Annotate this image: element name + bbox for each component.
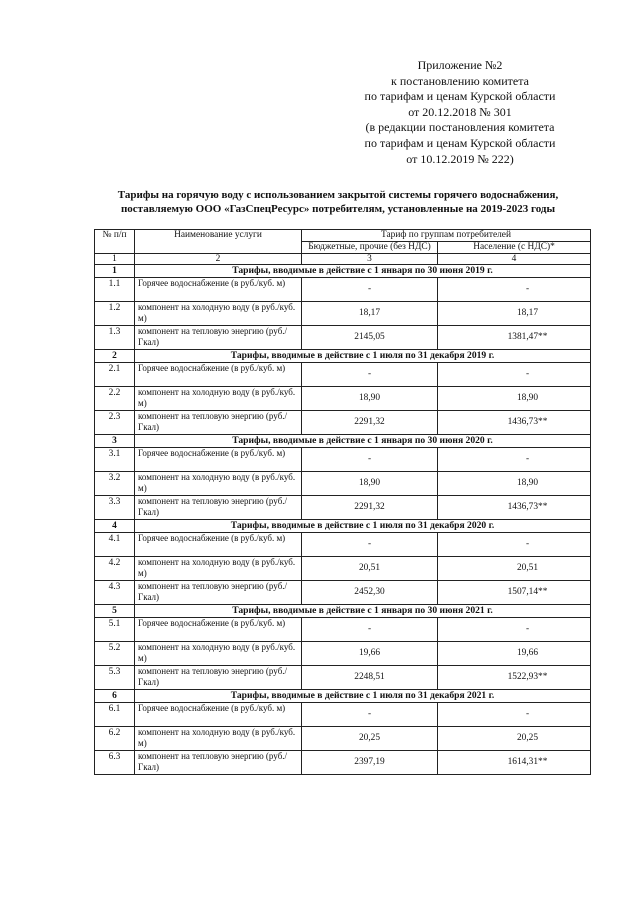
table-row — [95, 387, 591, 411]
table-row — [95, 411, 591, 435]
row-budget-value: 2452,30 — [302, 581, 438, 605]
row-population-value: 18,90 — [438, 387, 591, 411]
table-header-row — [95, 230, 591, 242]
row-population-value: - — [438, 278, 591, 302]
row-budget-value: 18,90 — [302, 472, 438, 496]
row-population-value: 1436,73** — [438, 496, 591, 520]
appendix-note — [350, 58, 570, 167]
section-num: 1 — [95, 265, 135, 278]
row-service-name: компонент на холодную воду (в руб./куб. м) — [135, 302, 302, 326]
title-line-1: Тарифы на горячую воду с использованием закрытой системы горячего водоснабжения, — [117, 189, 559, 201]
appendix-line: от 10.12.2019 № 222) — [406, 151, 514, 166]
row-budget-value: - — [302, 363, 438, 387]
table-row — [95, 278, 591, 302]
row-budget-value: 20,25 — [302, 727, 438, 751]
appendix-line: к постановлению комитета — [391, 73, 529, 88]
row-budget-value: - — [302, 618, 438, 642]
row-population-value: 1507,14** — [438, 581, 591, 605]
row-budget-value: 18,17 — [302, 302, 438, 326]
row-service-name: компонент на холодную воду (в руб./куб. м) — [135, 642, 302, 666]
row-num: 6.2 — [95, 727, 135, 751]
row-num: 4.2 — [95, 557, 135, 581]
row-service-name: Горячее водоснабжение (в руб./куб. м) — [135, 533, 302, 557]
row-budget-value: - — [302, 278, 438, 302]
section-num: 6 — [95, 690, 135, 703]
row-population-value: 1381,47** — [438, 326, 591, 350]
table-row — [95, 581, 591, 605]
row-num: 5.2 — [95, 642, 135, 666]
row-budget-value: 2291,32 — [302, 496, 438, 520]
row-service-name: компонент на холодную воду (в руб./куб. м) — [135, 727, 302, 751]
section-row — [95, 605, 591, 618]
index-cell: 1 — [95, 254, 135, 265]
row-service-name: компонент на тепловую энергию (руб./Гкал) — [135, 751, 302, 775]
section-num: 3 — [95, 435, 135, 448]
row-service-name: компонент на тепловую энергию (руб./Гкал) — [135, 496, 302, 520]
section-period: Тарифы, вводимые в действие с 1 июля по 31 декабря 2021 г. — [135, 690, 591, 703]
section-period: Тарифы, вводимые в действие с 1 января по 30 июня 2021 г. — [135, 605, 591, 618]
header-service: Наименование услуги — [135, 230, 302, 254]
row-population-value: 1522,93** — [438, 666, 591, 690]
row-budget-value: 19,66 — [302, 642, 438, 666]
row-service-name: Горячее водоснабжение (в руб./куб. м) — [135, 363, 302, 387]
row-budget-value: 2397,19 — [302, 751, 438, 775]
row-service-name: Горячее водоснабжение (в руб./куб. м) — [135, 618, 302, 642]
table-row — [95, 618, 591, 642]
row-num: 2.1 — [95, 363, 135, 387]
row-population-value: 1614,31** — [438, 751, 591, 775]
document-title — [88, 188, 588, 216]
row-num: 2.2 — [95, 387, 135, 411]
row-num: 1.1 — [95, 278, 135, 302]
section-num: 4 — [95, 520, 135, 533]
row-budget-value: 2248,51 — [302, 666, 438, 690]
row-population-value: 18,90 — [438, 472, 591, 496]
table-row — [95, 557, 591, 581]
row-population-value: - — [438, 448, 591, 472]
header-num: № п/п — [95, 230, 135, 254]
table-row — [95, 751, 591, 775]
section-row — [95, 520, 591, 533]
row-service-name: Горячее водоснабжение (в руб./куб. м) — [135, 448, 302, 472]
tariffs-table — [94, 229, 591, 775]
table-row — [95, 533, 591, 557]
appendix-line: (в редакции постановления комитета — [365, 120, 555, 135]
table-row — [95, 302, 591, 326]
index-cell: 2 — [135, 254, 302, 265]
row-service-name: компонент на холодную воду (в руб./куб. м) — [135, 387, 302, 411]
row-budget-value: 20,51 — [302, 557, 438, 581]
row-num: 6.1 — [95, 703, 135, 727]
table-row — [95, 703, 591, 727]
table-row — [95, 363, 591, 387]
row-population-value: 20,51 — [438, 557, 591, 581]
table-row — [95, 666, 591, 690]
section-period: Тарифы, вводимые в действие с 1 июля по 31 декабря 2020 г. — [135, 520, 591, 533]
row-service-name: компонент на тепловую энергию (руб./Гкал) — [135, 411, 302, 435]
row-budget-value: - — [302, 448, 438, 472]
row-population-value: 19,66 — [438, 642, 591, 666]
header-population: Население (с НДС)* — [438, 242, 591, 254]
row-population-value: - — [438, 618, 591, 642]
row-population-value: 18,17 — [438, 302, 591, 326]
table-index-row — [95, 254, 591, 265]
row-num: 3.2 — [95, 472, 135, 496]
header-budget: Бюджетные, прочие (без НДС) — [302, 242, 438, 254]
row-service-name: компонент на тепловую энергию (руб./Гкал) — [135, 666, 302, 690]
row-num: 6.3 — [95, 751, 135, 775]
appendix-line: по тарифам и ценам Курской области — [364, 135, 556, 150]
row-budget-value: - — [302, 533, 438, 557]
title-line-2: поставляемую ООО «ГазСпецРесурс» потребителям, установленные на 2019-2023 годы — [120, 203, 556, 215]
row-num: 5.3 — [95, 666, 135, 690]
table-row — [95, 448, 591, 472]
table-row — [95, 496, 591, 520]
section-row — [95, 435, 591, 448]
index-cell: 4 — [438, 254, 591, 265]
row-population-value: - — [438, 363, 591, 387]
section-row — [95, 350, 591, 363]
table-body — [95, 265, 591, 775]
table-row — [95, 642, 591, 666]
section-num: 2 — [95, 350, 135, 363]
section-num: 5 — [95, 605, 135, 618]
appendix-line: по тарифам и ценам Курской области — [364, 89, 556, 104]
section-period: Тарифы, вводимые в действие с 1 января по 30 июня 2019 г. — [135, 265, 591, 278]
row-service-name: компонент на холодную воду (в руб./куб. м) — [135, 472, 302, 496]
appendix-line: Приложение №2 — [417, 58, 503, 72]
section-row — [95, 690, 591, 703]
appendix-line: от 20.12.2018 № 301 — [408, 104, 512, 119]
row-num: 1.3 — [95, 326, 135, 350]
row-service-name: компонент на холодную воду (в руб./куб. м) — [135, 557, 302, 581]
row-budget-value: 2145,05 — [302, 326, 438, 350]
row-population-value: 20,25 — [438, 727, 591, 751]
table-row — [95, 326, 591, 350]
row-num: 3.1 — [95, 448, 135, 472]
row-population-value: 1436,73** — [438, 411, 591, 435]
row-num: 1.2 — [95, 302, 135, 326]
row-num: 5.1 — [95, 618, 135, 642]
row-budget-value: 18,90 — [302, 387, 438, 411]
row-population-value: - — [438, 703, 591, 727]
section-period: Тарифы, вводимые в действие с 1 января по 30 июня 2020 г. — [135, 435, 591, 448]
row-num: 2.3 — [95, 411, 135, 435]
section-period: Тарифы, вводимые в действие с 1 июля по 31 декабря 2019 г. — [135, 350, 591, 363]
row-num: 4.3 — [95, 581, 135, 605]
table-row — [95, 727, 591, 751]
row-service-name: Горячее водоснабжение (в руб./куб. м) — [135, 703, 302, 727]
section-row — [95, 265, 591, 278]
row-population-value: - — [438, 533, 591, 557]
header-group: Тариф по группам потребителей — [302, 230, 591, 242]
index-cell: 3 — [302, 254, 438, 265]
row-num: 3.3 — [95, 496, 135, 520]
row-budget-value: - — [302, 703, 438, 727]
row-service-name: Горячее водоснабжение (в руб./куб. м) — [135, 278, 302, 302]
row-budget-value: 2291,32 — [302, 411, 438, 435]
row-service-name: компонент на тепловую энергию (руб./Гкал) — [135, 581, 302, 605]
row-num: 4.1 — [95, 533, 135, 557]
table-row — [95, 472, 591, 496]
row-service-name: компонент на тепловую энергию (руб./Гкал) — [135, 326, 302, 350]
